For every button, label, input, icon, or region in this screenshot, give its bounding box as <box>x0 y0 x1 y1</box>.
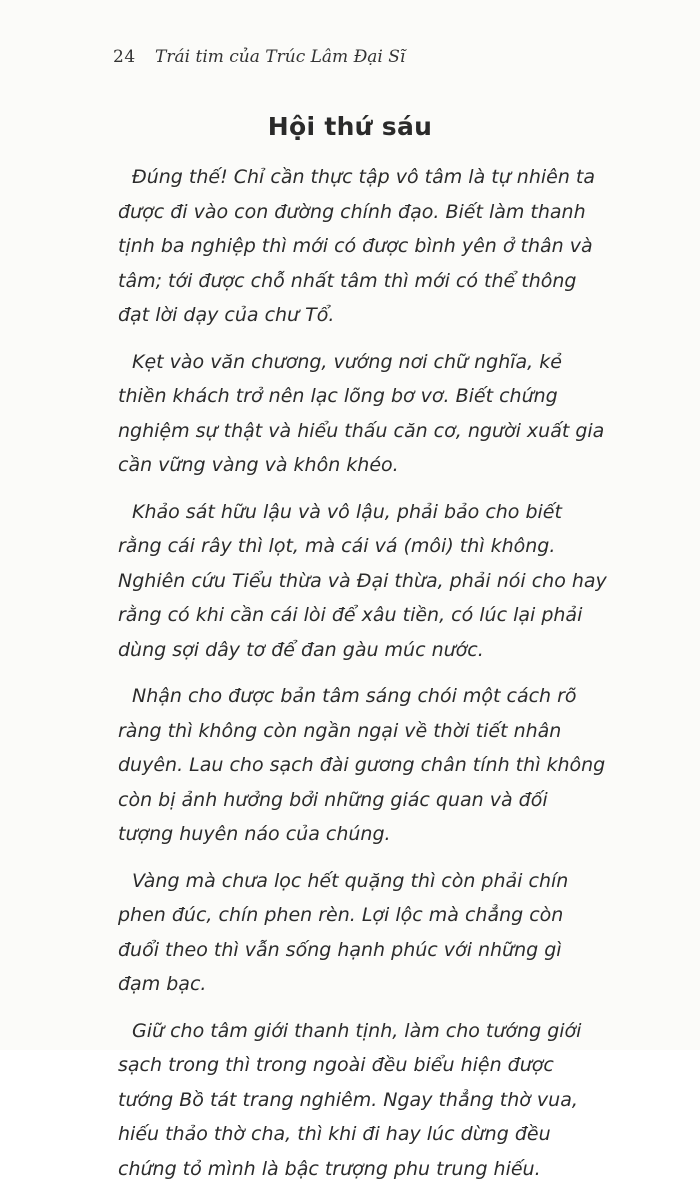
body-text <box>118 160 608 1198</box>
page-number: 24 <box>113 47 136 67</box>
book-title: Trái tim của Trúc Lâm Đại Sĩ <box>155 47 406 67</box>
running-head <box>113 47 405 67</box>
paragraph-2: Kẹt vào văn chương, vướng nơi chữ nghĩa, kẻ thiền khách trở nên lạc lõng bơ vơ. Biết chứng nghiệm sự thật và hiểu thấu căn cơ, người xuất gia cần vững vàng và khôn khéo. <box>118 350 605 476</box>
paragraph-5: Vàng mà chưa lọc hết quặng thì còn phải chín phen đúc, chín phen rèn. Lợi lộc mà chẳng còn đuổi theo thì vẫn sống hạnh phúc với những gì đạm bạc. <box>118 869 569 995</box>
paragraph-3: Khảo sát hữu lậu và vô lậu, phải bảo cho biết rằng cái rây thì lọt, mà cái vá (môi) thì không. Nghiên cứu Tiểu thừa và Đại thừa, phải nói cho hay rằng có khi cần cái lòi để xâu tiền, có lúc lại phải dùng sợi dây tơ để đan gàu múc nước. <box>118 500 607 661</box>
paragraph-4: Nhận cho được bản tâm sáng chói một cách rõ ràng thì không còn ngần ngại về thời tiết nhân duyên. Lau cho sạch đài gương chân tính thì không còn bị ảnh hưởng bởi những giác quan và đối tượng huyên náo của chúng. <box>118 685 606 845</box>
paragraph-6: Giữ cho tâm giới thanh tịnh, làm cho tướng giới sạch trong thì trong ngoài đều biểu hiện được tướng Bồ tát trang nghiêm. Ngay thẳng thờ vua, hiếu thảo thờ cha, thì khi đi hay lúc dừng đều chứng tỏ mình là bậc trượng phu trung hiếu. <box>118 1019 582 1180</box>
paragraph-1: Đúng thế! Chỉ cần thực tập vô tâm là tự nhiên ta được đi vào con đường chính đạo. Biết làm thanh tịnh ba nghiệp thì mới có được bình yên ở thân và tâm; tới được chỗ nhất tâm thì mới có thể thông đạt lời dạy của chư Tổ. <box>118 166 596 326</box>
chapter-title: Hội thứ sáu <box>267 112 433 141</box>
